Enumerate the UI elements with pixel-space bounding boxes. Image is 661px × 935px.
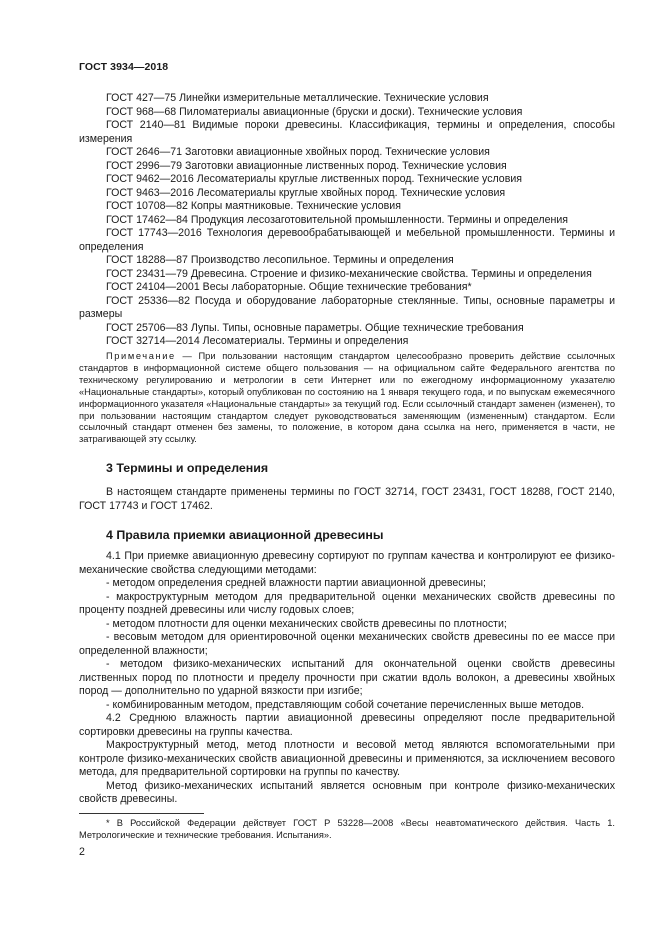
reference-item: ГОСТ 2646—71 Заготовки авиационные хвойных пород. Технические условия: [106, 146, 490, 158]
reference-item: ГОСТ 2140—81 Видимые пороки древесины. Классификация, термины и определения, способы измерения: [79, 119, 615, 145]
section-4-paragraph: - методом определения средней влажности партии авиационной древесины;: [106, 577, 486, 589]
section-4-title: 4 Правила приемки авиационной древесины: [106, 528, 384, 542]
reference-item: ГОСТ 10708—82 Копры маятниковые. Технические условия: [106, 200, 401, 212]
reference-item: ГОСТ 32714—2014 Лесоматериалы. Термины и определения: [106, 335, 409, 347]
footnote-divider: [79, 813, 204, 814]
section-4-paragraph: - макроструктурным методом для предварительной оценки механических свойств древесины по проценту поздней древесины или числу годовых слоев;: [79, 590, 615, 616]
reference-item: ГОСТ 9463—2016 Лесоматериалы круглые хвойных пород. Технические условия: [106, 186, 506, 199]
reference-item: ГОСТ 17462—84 Продукция лесозаготовительной промышленности. Термины и определения: [106, 213, 569, 226]
reference-item: ГОСТ 18288—87 Производство лесопильное. Термины и определения: [106, 254, 454, 266]
reference-item: ГОСТ 17743—2016 Технология деревообрабатывающей и мебельной промышленности. Термины и определения: [79, 227, 615, 253]
page-header: ГОСТ 3934—2018: [79, 61, 169, 73]
note-text: — При пользовании настоящим стандартом целесообразно проверить действие ссылочных стандартов в информационной системе общего пользования — на официальном сайте Федерального агентства по техническому регулированию и метрологии в сети Интернет или по ежегодному информационному указателю «Национальные стандарты», который опубликован по состоянию на 1 января текущего года, и по выпускам ежемесячного информационного указателя «Национальные стандарты» за текущий год. Если ссылочный стандарт заменен (изменен), то при пользовании настоящим стандартом следует руководствоваться заменяющим (измененным) стандартом. Если ссылочный стандарт отменен без замены, то положение, в котором дана ссылка на него, применяется в части, не затрагивающей эту ссылку.: [79, 351, 615, 445]
reference-item: ГОСТ 25706—83 Лупы. Типы, основные параметры. Общие технические требования: [106, 321, 524, 334]
section-4-body: [79, 550, 615, 807]
page-number: 2: [79, 846, 85, 858]
section-4-paragraph: - комбинированным методом, представляющим собой сочетание перечисленных выше методов.: [106, 698, 585, 711]
reference-item: ГОСТ 968—68 Пиломатериалы авиационные (бруски и доски). Технические условия: [106, 105, 523, 118]
reference-item: ГОСТ 427—75 Линейки измерительные металлические. Технические условия: [106, 92, 489, 104]
section-3-text: В настоящем стандарте применены термины по ГОСТ 32714, ГОСТ 23431, ГОСТ 18288, ГОСТ 2140, ГОСТ 17743 и ГОСТ 17462.: [79, 486, 615, 512]
section-4-paragraph: 4.2 Среднюю влажность партии авиационной древесины определяют после предварительной сортировки древесины на группы качества.: [79, 712, 615, 738]
normative-references-list: [79, 92, 615, 349]
reference-item: ГОСТ 23431—79 Древесина. Строение и физико-механические свойства. Термины и определения: [106, 267, 592, 280]
section-3-title: 3 Термины и определения: [106, 461, 269, 475]
section-4-paragraph: - методом плотности для оценки механических свойств древесины по плотности;: [106, 617, 507, 630]
reference-item: ГОСТ 24104—2001 Весы лабораторные. Общие технические требования*: [106, 281, 472, 293]
section-4-paragraph: Метод физико-механических испытаний является основным при контроле физико-механических свойств древесины.: [79, 779, 615, 805]
note-label: Примечание: [106, 351, 176, 361]
section-4-paragraph: - методом физико-механических испытаний для окончательной оценки свойств древесины лиственных пород по плотности и пределу прочности при сжатии вдоль волокон, а древесины хвойных пород — дополнительно по ударной вязкости при изгибе;: [79, 658, 615, 697]
section-4-paragraph: - весовым методом для ориентировочной оценки механических свойств древесины по ее массе при определенной влажности;: [79, 631, 615, 657]
reference-item: ГОСТ 25336—82 Посуда и оборудование лабораторные стеклянные. Типы, основные параметры и размеры: [79, 294, 615, 320]
footnote: * В Российской Федерации действует ГОСТ Р 53228—2008 «Весы неавтоматического действия. Часть 1. Метрологические и технические требования. Испытания».: [79, 818, 615, 840]
reference-item: ГОСТ 2996—79 Заготовки авиационные лиственных пород. Технические условия: [106, 159, 507, 172]
section-4-paragraph: Макроструктурный метод, метод плотности и весовой метод являются вспомогательными при контроле физико-механических свойств авиационной древесины и применяются, за исключением весового метода, для предварительной сортировки на группы по качеству.: [79, 739, 615, 778]
note: [79, 351, 615, 446]
section-4-paragraph: 4.1 При приемке авиационную древесину сортируют по группам качества и контролируют ее физико-механические свойства следующими методами:: [79, 550, 615, 576]
reference-item: ГОСТ 9462—2016 Лесоматериалы круглые лиственных пород. Технические условия: [106, 173, 522, 185]
